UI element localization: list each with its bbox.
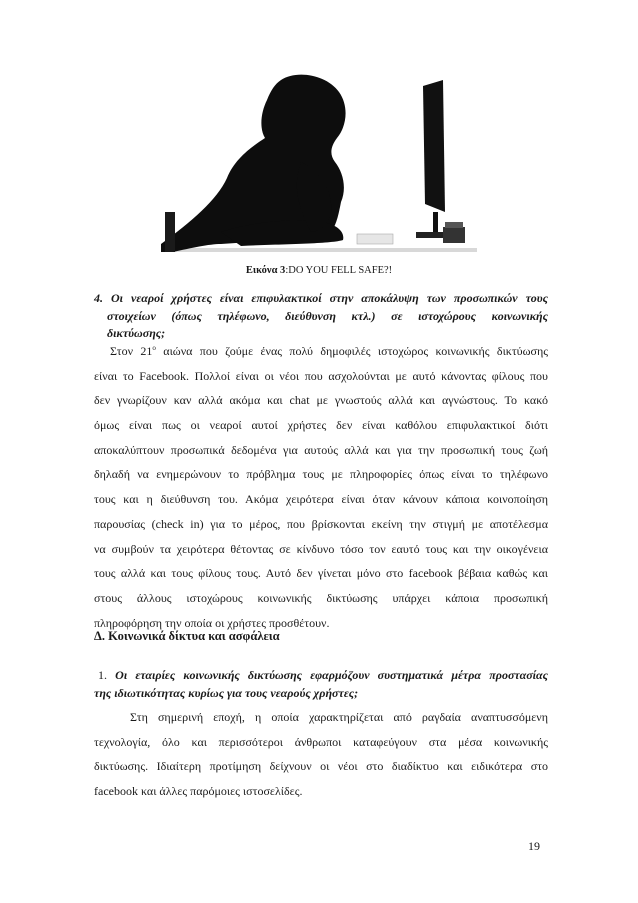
paragraph-line: πληροφόρηση την οποία οι χρήστες προσθέτουν. [94,615,330,630]
paragraph-line: είναι το Facebook. Πολλοί είναι οι νέοι που ασχολούνται με αυτό κάνοντας φίλους που [94,368,548,383]
question-4-number: 4. [94,291,103,305]
caption-label: Εικόνα 3 [245,265,286,276]
paragraph-line: δεν γνωρίζουν καν αλλά ακόμα και chat με γνωστούς αλλά και αγνώστους. Το κακό [94,393,548,408]
monitor-shape [423,80,445,212]
question-1-line: Οι εταιρίες κοινωνικής δικτύωσης εφαρμόζουν συστηματικά μέτρα προστασίας [115,668,549,682]
paragraph-line: δηλαδή να ενημερώνουν το πρόβλημα τους με πληροφορίες όπως είναι το τηλέφωνο [94,467,548,482]
paragraph-line: facebook και άλλες παρόμοιες ιστοσελίδες. [94,784,303,799]
paragraph-line: δικτύωσης. Ιδιαίτερη προτίμηση δείχνουν οι νέοι στο διαδίκτυο και ειδικότερα στο [94,759,548,774]
page-number: 19 [528,839,540,853]
paragraph-line: να συμβούν τα χειρότερα θέτοντας σε κίνδυνο τόσο τον εαυτό τους και την οικογένεια [94,541,548,556]
paragraph-line: Στον $21^o$ αιώνα που ζούμε ένας πολύ δημοφιλές ιστοχώρος κοινωνικής δικτύωσης [110,344,549,358]
paragraph-line: στους άλλους ιστοχώρους κοινωνικής δικτύωσης υπάρχει κάποια προσωπική [94,590,548,605]
question-4-line: Οι νεαροί χρήστες είναι επιφυλακτικοί στην αποκάλυψη των προσωπικών τους [111,291,549,305]
figure-image [161,72,477,252]
question-1-number: 1. [98,668,107,682]
paragraph-1 [94,339,548,635]
figure-caption [0,265,638,276]
paragraph-line: Στη σημερινή εποχή, η οποία χαρακτηρίζεται από ραγδαία αναπτυσσόμενη [130,710,548,724]
question-1 [94,667,548,702]
paragraph-line: τους αλλά και τους φίλους τους. Αυτό δεν γίνεται μόνο στο facebook βέβαια καθώς και [94,566,548,581]
paragraph-2 [94,705,548,804]
paragraph-line: τους και η διεύθυνση του. Ακόμα χειρότερα είναι όταν κάνουν κάποια κοινοποίηση [94,492,548,507]
paragraph-line: παρουσίας (check in) για το μέρος, που βρίσκονται εκείνη την στιγμή με αποτέλεσμα [94,516,548,531]
question-4 [94,290,548,343]
section-heading: Δ. Κοινωνικά δίκτυα και ασφάλεια [94,629,280,643]
caption-text: :DO YOU FELL SAFE?! [285,265,393,276]
paragraph-line: όμως είναι πως οι νεαροί αυτοί χρήστες δεν είναι καθόλου επιφυλακτικοί διότι [94,418,548,433]
question-1-line: της ιδιωτικότητας κυρίως για τους νεαρούς χρήστες; [94,685,359,700]
question-4-line: στοιχείων (όπως τηλέφωνο, διεύθυνση κτλ.) σε ιστοχώρους κοινωνικής [107,308,548,323]
question-4-line: δικτύωσης; [107,326,166,340]
paragraph-line: αποκαλύπτουν προσωπικά δεδομένα για αυτούς αλλά και για την προσωπική τους ζωή [94,442,548,457]
paragraph-line: τεχνολογία, όλο και περισσότεροι άνθρωποι καταφεύγουν στα μέσα κοινωνικής [94,734,548,749]
